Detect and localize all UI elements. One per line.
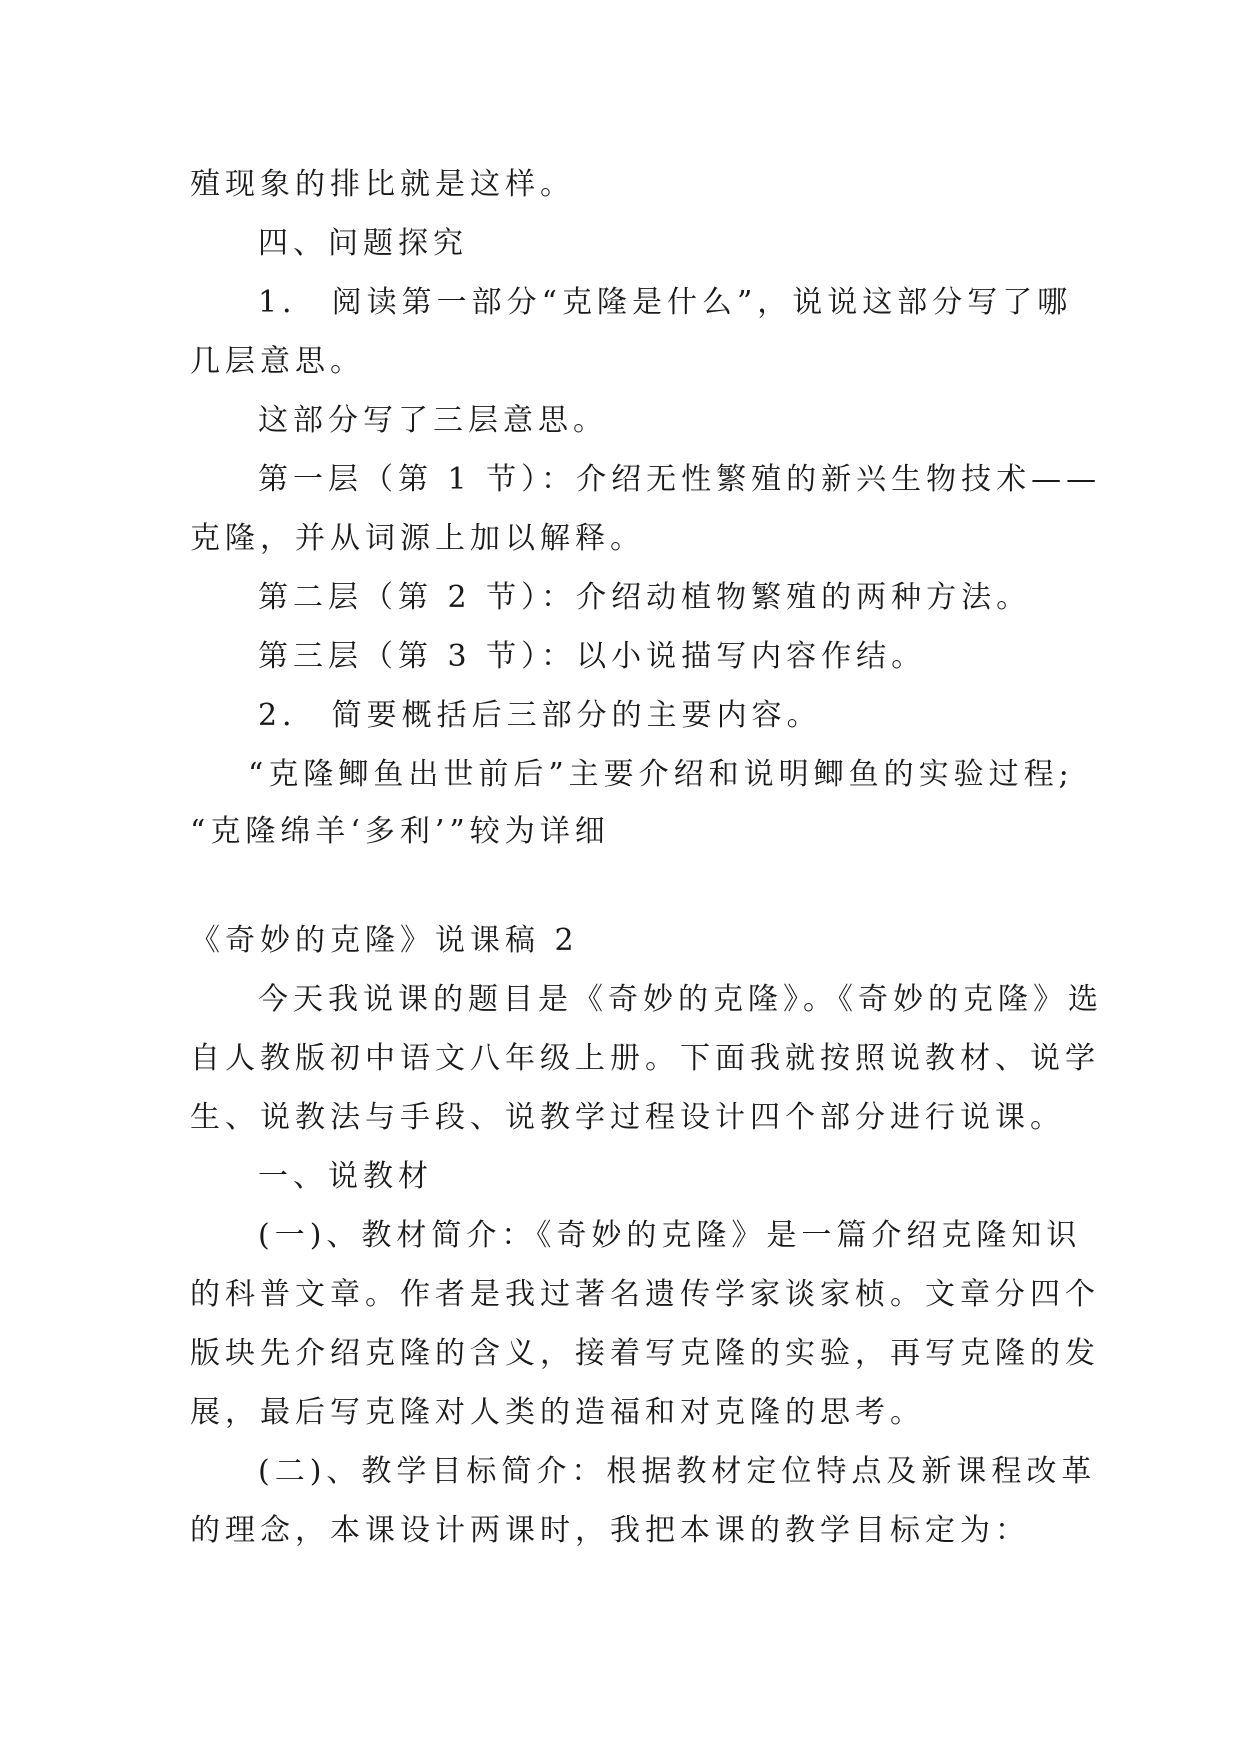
text-line: “克隆鲫鱼出世前后”主要介绍和说明鲫鱼的实验过程; (248, 757, 1074, 792)
document-title: 《奇妙的克隆》说课稿 2 (190, 923, 579, 958)
text-line: 第二层（第 2 节）：介绍动植物繁殖的两种方法。 (258, 580, 1032, 615)
text-line: 克隆，并从词源上加以解释。 (190, 521, 645, 556)
text-line: 第三层（第 3 节）：以小说描写内容作结。 (258, 639, 927, 674)
text-line: 殖现象的排比就是这样。 (190, 167, 575, 202)
text-line: 这部分写了三层意思。 (258, 403, 608, 438)
section-heading: 四、问题探究 (258, 226, 468, 261)
text-line: (二)、教学目标简介：根据教材定位特点及新课程改革 (258, 1454, 1097, 1489)
text-line: 的科普文章。作者是我过著名遗传学家谈家桢。文章分四个 (190, 1277, 1100, 1312)
text-line: 第一层（第 1 节）：介绍无性繁殖的新兴生物技术—— (258, 462, 1102, 497)
text-line: 的理念，本课设计两课时，我把本课的教学目标定为： (190, 1513, 1030, 1548)
text-line: 展，最后写克隆对人类的造福和对克隆的思考。 (190, 1395, 925, 1430)
text-line: (一)、教材简介：《奇妙的克隆》是一篇介绍克隆知识 (258, 1218, 1082, 1253)
question-item: 1． 阅读第一部分“克隆是什么”，说说这部分写了哪 (258, 285, 1073, 320)
text-line: 生、说教法与手段、说教学过程设计四个部分进行说课。 (190, 1100, 1065, 1135)
section-heading: 一、说教材 (258, 1159, 433, 1194)
text-line: 自人教版初中语文八年级上册。下面我就按照说教材、说学 (190, 1041, 1100, 1076)
text-line: 版块先介绍克隆的含义，接着写克隆的实验，再写克隆的发 (190, 1336, 1100, 1371)
text-line: “克隆绵羊‘多利’”较为详细 (190, 814, 610, 849)
text-line: 几层意思。 (190, 344, 365, 379)
text-line: 今天我说课的题目是《奇妙的克隆》。《奇妙的克隆》选 (258, 982, 1103, 1017)
question-item: 2． 简要概括后三部分的主要内容。 (258, 698, 822, 733)
